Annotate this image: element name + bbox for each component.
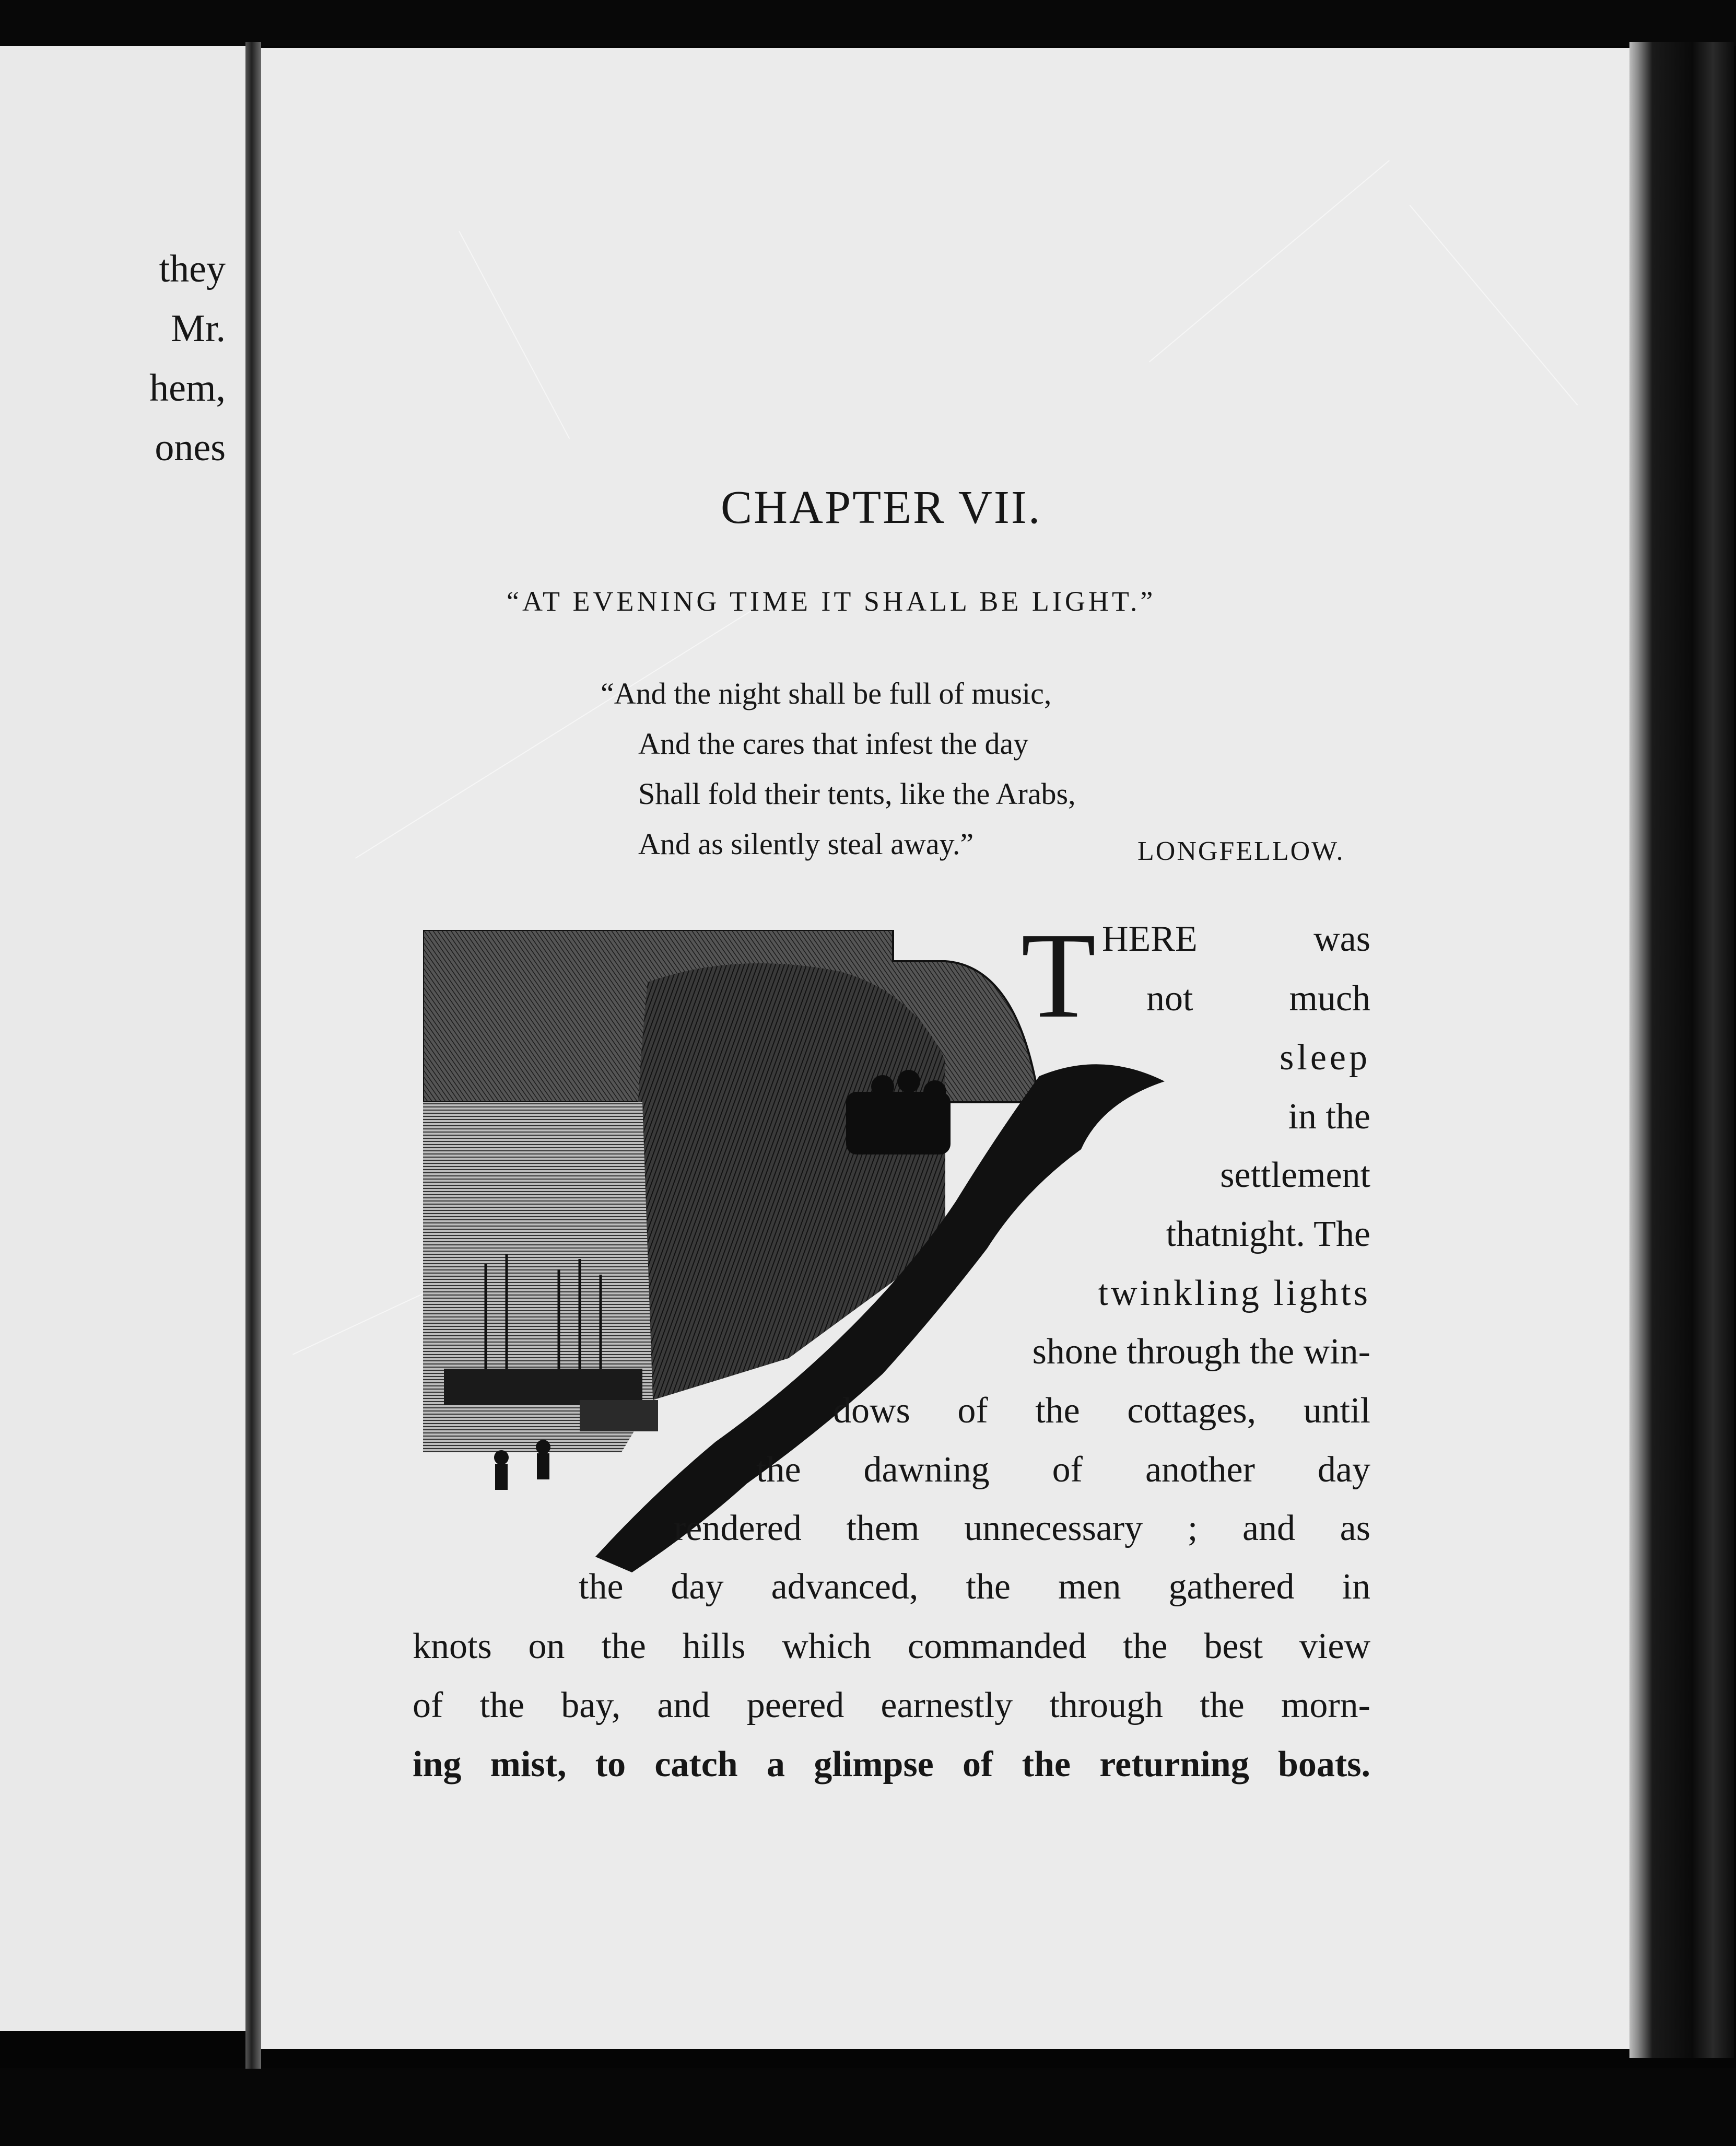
- facing-page-line: they: [159, 248, 226, 290]
- scan-top-border: [0, 0, 1736, 46]
- epigraph-line: And the cares that infest the day: [638, 727, 1029, 761]
- body-line: not much: [1146, 978, 1370, 1019]
- scan-scratch: [1149, 160, 1390, 362]
- epigraph-line: “And the night shall be full of music,: [601, 677, 1052, 710]
- body-line: thatnight. The: [1166, 1214, 1370, 1254]
- epigraph-line: And as silently steal away.”: [638, 827, 974, 861]
- book-gutter: [245, 42, 261, 2069]
- body-line: settlement: [1220, 1155, 1370, 1195]
- body-line: the dawning of another day: [756, 1450, 1370, 1490]
- body-line: shone through the win-: [1032, 1332, 1370, 1372]
- facing-page: [0, 46, 245, 2031]
- facing-page-line: ones: [155, 426, 226, 469]
- body-line: in the: [1288, 1097, 1370, 1137]
- epigraph-author: LONGFELLOW.: [1137, 836, 1345, 866]
- chapter-title: CHAPTER VII.: [721, 482, 1042, 533]
- body-line: twinkling lights: [1098, 1273, 1370, 1313]
- facing-page-line: Mr.: [171, 307, 226, 350]
- body-line: rendered them unnecessary ; and as: [674, 1508, 1370, 1548]
- body-line: of the bay, and peered earnestly through the morn-: [413, 1685, 1370, 1725]
- body-line: knots on the hills which commanded the best view: [413, 1626, 1370, 1666]
- scan-scratch: [1409, 205, 1578, 405]
- body-line: ing mist, to catch a glimpse of the returning boats.: [413, 1744, 1370, 1785]
- epigraph-line: Shall fold their tents, like the Arabs,: [638, 777, 1076, 811]
- drop-cap: T: [1021, 907, 1096, 1043]
- epigraph: [601, 669, 1076, 869]
- scan-bottom-border: [0, 2068, 1736, 2146]
- facing-page-text-fragment: [131, 239, 245, 477]
- chapter-subtitle: “AT EVENING TIME IT SHALL BE LIGHT.”: [507, 586, 1156, 617]
- facing-page-line: hem,: [149, 367, 226, 410]
- body-line: dows of the cottages, until: [833, 1391, 1370, 1431]
- body-line: the day advanced, the men gathered in: [579, 1567, 1370, 1607]
- body-line: HERE was: [1102, 919, 1370, 959]
- body-line: sleep: [1280, 1037, 1370, 1078]
- scan-scratch: [459, 231, 570, 439]
- page-edge-shadow: [1629, 42, 1734, 2058]
